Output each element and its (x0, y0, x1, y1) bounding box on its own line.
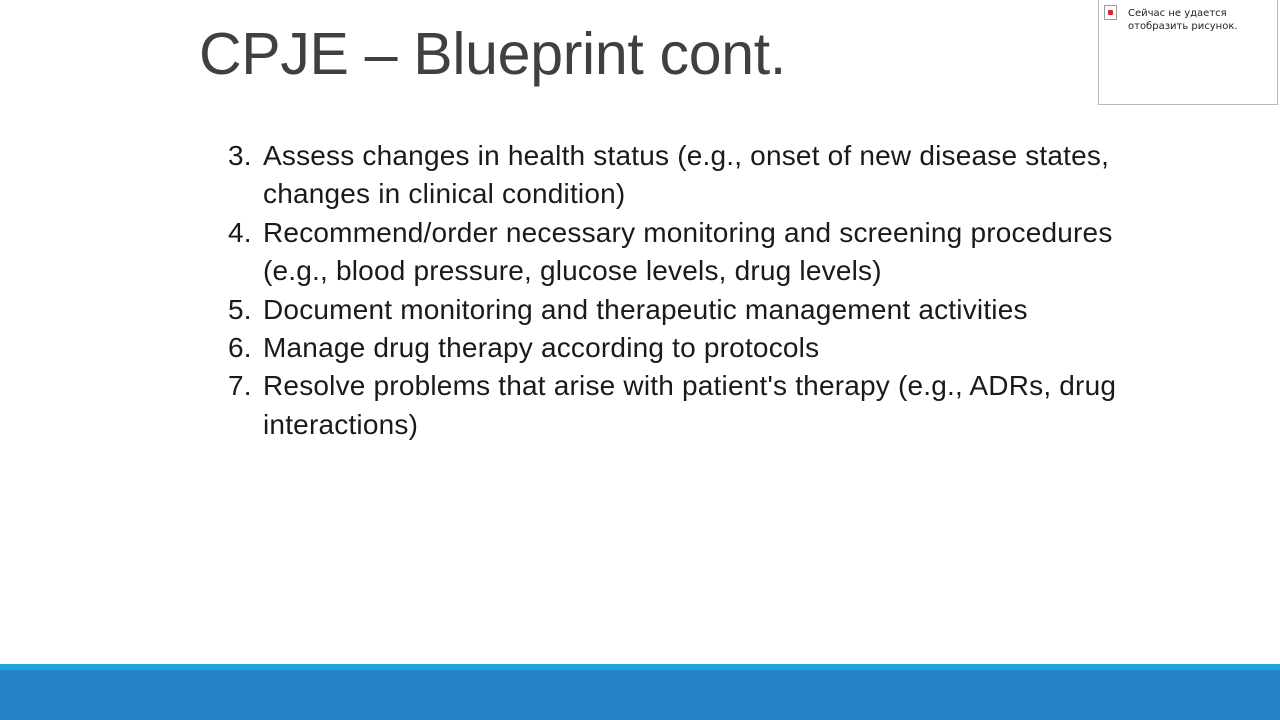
list-item (228, 367, 1178, 444)
list-item-number: 6. (228, 332, 252, 364)
list-item-number: 7. (228, 370, 252, 402)
blueprint-list (228, 137, 1178, 444)
list-item-text: Recommend/order necessary monitoring and screening procedures (e.g., blood pressure, glucose levels, drug levels) (263, 216, 1113, 287)
broken-image-icon (1104, 5, 1117, 20)
list-item-text: Assess changes in health status (e.g., onset of new disease states, changes in clinical condition) (263, 140, 1110, 210)
placeholder-message: Сейчас не удается отобразить рисунок. (1128, 8, 1238, 32)
list-item-text: Resolve problems that arise with patient's therapy (e.g., ADRs, drug interactions) (263, 370, 1117, 440)
list-item (228, 329, 1178, 367)
list-item-number: 3. (228, 140, 252, 171)
list-item (228, 214, 1178, 291)
list-item-text: Manage drug therapy according to protocols (263, 332, 820, 364)
broken-image-placeholder (1098, 0, 1278, 105)
list-item-number: 4. (228, 216, 252, 248)
list-item (228, 137, 1178, 214)
list-item-text: Document monitoring and therapeutic management activities (263, 293, 1028, 325)
list-item (228, 291, 1178, 329)
slide-title: CPJE – Blueprint cont. (199, 21, 786, 87)
footer-bar-highlight (0, 664, 1280, 670)
list-item-number: 5. (228, 293, 252, 325)
footer-bar (0, 664, 1280, 720)
